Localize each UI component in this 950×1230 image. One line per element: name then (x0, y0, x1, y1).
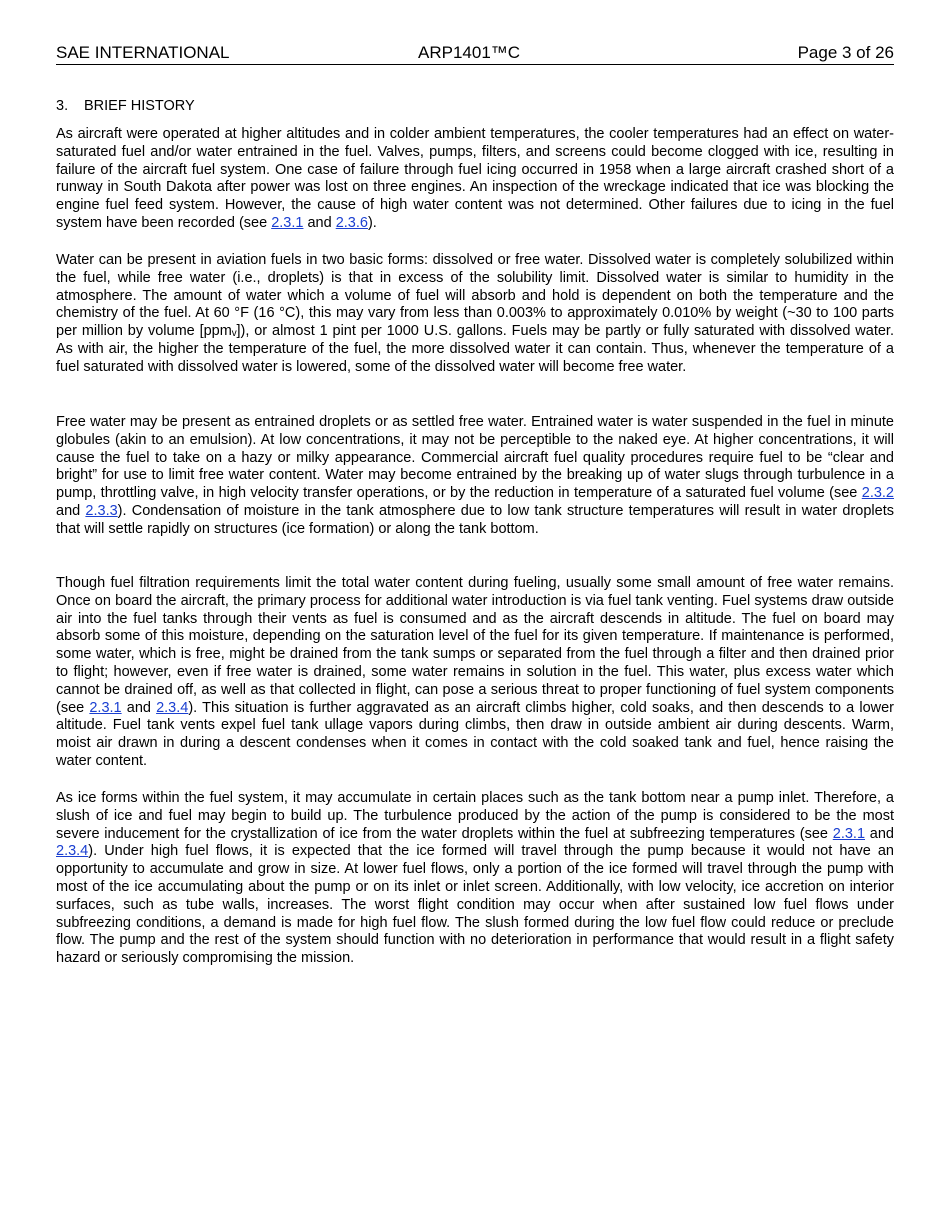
paragraph-5 (56, 790, 894, 968)
reference-link-2-3-1[interactable]: 2.3.1 (271, 214, 304, 231)
paragraph-text: ). Condensation of moisture in the tank atmosphere due to low tank structure temperatures will result in water droplets that will settle rapidly on structures (ice formation) or along the tank bottom. (56, 502, 894, 537)
section-title: BRIEF HISTORY (84, 98, 195, 114)
reference-link-2-3-2[interactable]: 2.3.2 (861, 485, 894, 502)
header-page-number: Page 3 of 26 (797, 43, 894, 62)
paragraph-text: Though fuel filtration requirements limit the total water content during fueling, usually some small amount of free water remains. Once on board the aircraft, the primary process for additional water introduction is via fuel tank venting. Fuel systems draw outside air into the fuel tanks through their vents as fuel is consumed and as the aircraft descends in altitude. The fuel on board may absorb some of this moisture, depending on the saturation level of the fuel for its given temperature. If maintenance is performed, some water, which is free, might be drained from the tank sumps or separated from the fuel through a filter and then drained prior to flight; however, even if free water is drained, some water remains in solution in the fuel. This water, plus excess water which cannot be drained off, as well as that collected in flight, can pose a serious threat to proper functioning of fuel system components (see (56, 575, 894, 716)
paragraph-text: ). (367, 214, 377, 231)
reference-link-2-3-3[interactable]: 2.3.3 (85, 502, 118, 519)
reference-link-2-3-4[interactable]: 2.3.4 (56, 843, 89, 860)
paragraph-text: and (121, 699, 157, 716)
reference-link-2-3-1[interactable]: 2.3.1 (89, 699, 122, 716)
reference-link-2-3-6[interactable]: 2.3.6 (335, 214, 368, 231)
paragraph-text: and (303, 214, 336, 231)
page-header (56, 43, 894, 65)
header-document-id: ARP1401™C (418, 43, 521, 62)
section-heading (56, 97, 195, 115)
section-number: 3. (56, 98, 69, 114)
paragraph-2: Water can be present in aviation fuels in two basic forms: dissolved or free water. Dissolved water is completely solubilized within the fuel, while free water (i.e., droplets) is that in excess of the solubility limit. Dissolved water is similar to humidity in the atmosphere. The amount of water which a volume of fuel will absorb and hold is dependent on both the temperature and the chemistry of the fuel. At 60 °F (16 °C), this may vary from less than 0.003% to approximately 0.010% by weight (~30 to 100 parts per million by volume [ppmᵥ]), or almost 1 pint per 1000 U.S. gallons. Fuels may be partly or fully saturated with dissolved water. As with air, the higher the temperature of the fuel, the more dissolved water it can contain. Thus, whenever the temperature of a fuel saturated with dissolved water is lowered, some of the dissolved water will become free water. (56, 252, 894, 375)
paragraph-text: Free water may be present as entrained droplets or as settled free water. Entrained water is water suspended in the fuel in minute globules (akin to an emulsion). At low concentrations, it may not be perceptible to the naked eye. At higher concentrations, it will cause the fuel to take on a hazy or milky appearance. Commercial aircraft fuel quality procedures require fuel to be “clear and bright” for use to limit free water content. Water may become entrained by the breaking up of water slugs through turbulence in a pump, throttling valve, in high velocity transfer operations, or by the reduction in temperature of a saturated fuel volume (see (56, 414, 894, 502)
paragraph-text: As aircraft were operated at higher altitudes and in colder ambient temperatures, the cooler temperatures had an effect on water-saturated fuel and/or water entrained in the fuel. Valves, pumps, filters, and screens could become clogged with ice, resulting in failure of the aircraft fuel system. One case of failure through fuel icing occurred in 1958 when a large aircraft crashed short of a runway in South Dakota after power was lost on three engines. An inspection of the wreckage indicated that ice was blocking the engine fuel feed system. However, the cause of high water content was not determined. Other failures due to icing in the fuel system have been recorded (see (56, 126, 894, 231)
paragraph-4 (56, 575, 894, 771)
paragraph-text: ). This situation is further aggravated as an aircraft climbs higher, cold soaks, and then descends to a lower altitude. Fuel tank vents expel fuel tank ullage vapors during climbs, then draw in outside ambient air during descents. Warm, moist air drawn in during a descent condenses when it comes in contact with the cold soaked tank and fuel, hence raising the water content. (56, 699, 895, 769)
paragraph-1 (56, 126, 894, 233)
header-organization: SAE INTERNATIONAL (56, 43, 230, 62)
reference-link-2-3-4[interactable]: 2.3.4 (156, 699, 189, 716)
paragraph-text: and (865, 825, 894, 842)
paragraph-text: and (56, 502, 86, 519)
paragraph-text: ). Under high fuel flows, it is expected that the ice formed will travel through the pump because it would not have an opportunity to accumulate and grow in size. At lower fuel flows, only a portion of the ice formed will travel through the pump with most of the ice accumulating about the pump or on its inlet or inlet screen. Additionally, with low velocity, ice accretion on interior surfaces, such as tube walls, increases. The worst flight condition may occur when after sustained low fuel flows under subfreezing conditions, a demand is made for high fuel flow. The slush formed during the low fuel flow could reduce or preclude flow. The pump and the rest of the system should function with no deterioration in performance that would result in a flight safety hazard or seriously compromising the mission. (56, 843, 894, 967)
reference-link-2-3-1[interactable]: 2.3.1 (832, 825, 866, 842)
paragraph-3 (56, 414, 894, 539)
paragraph-text: As ice forms within the fuel system, it may accumulate in certain places such as the tank bottom near a pump inlet. Therefore, a slush of ice and fuel may begin to build up. The turbulence produced by the action of the pump is considered to be the most severe inducement for the crystallization of ice from the water droplets within the fuel at subfreezing temperatures (see (56, 790, 894, 842)
